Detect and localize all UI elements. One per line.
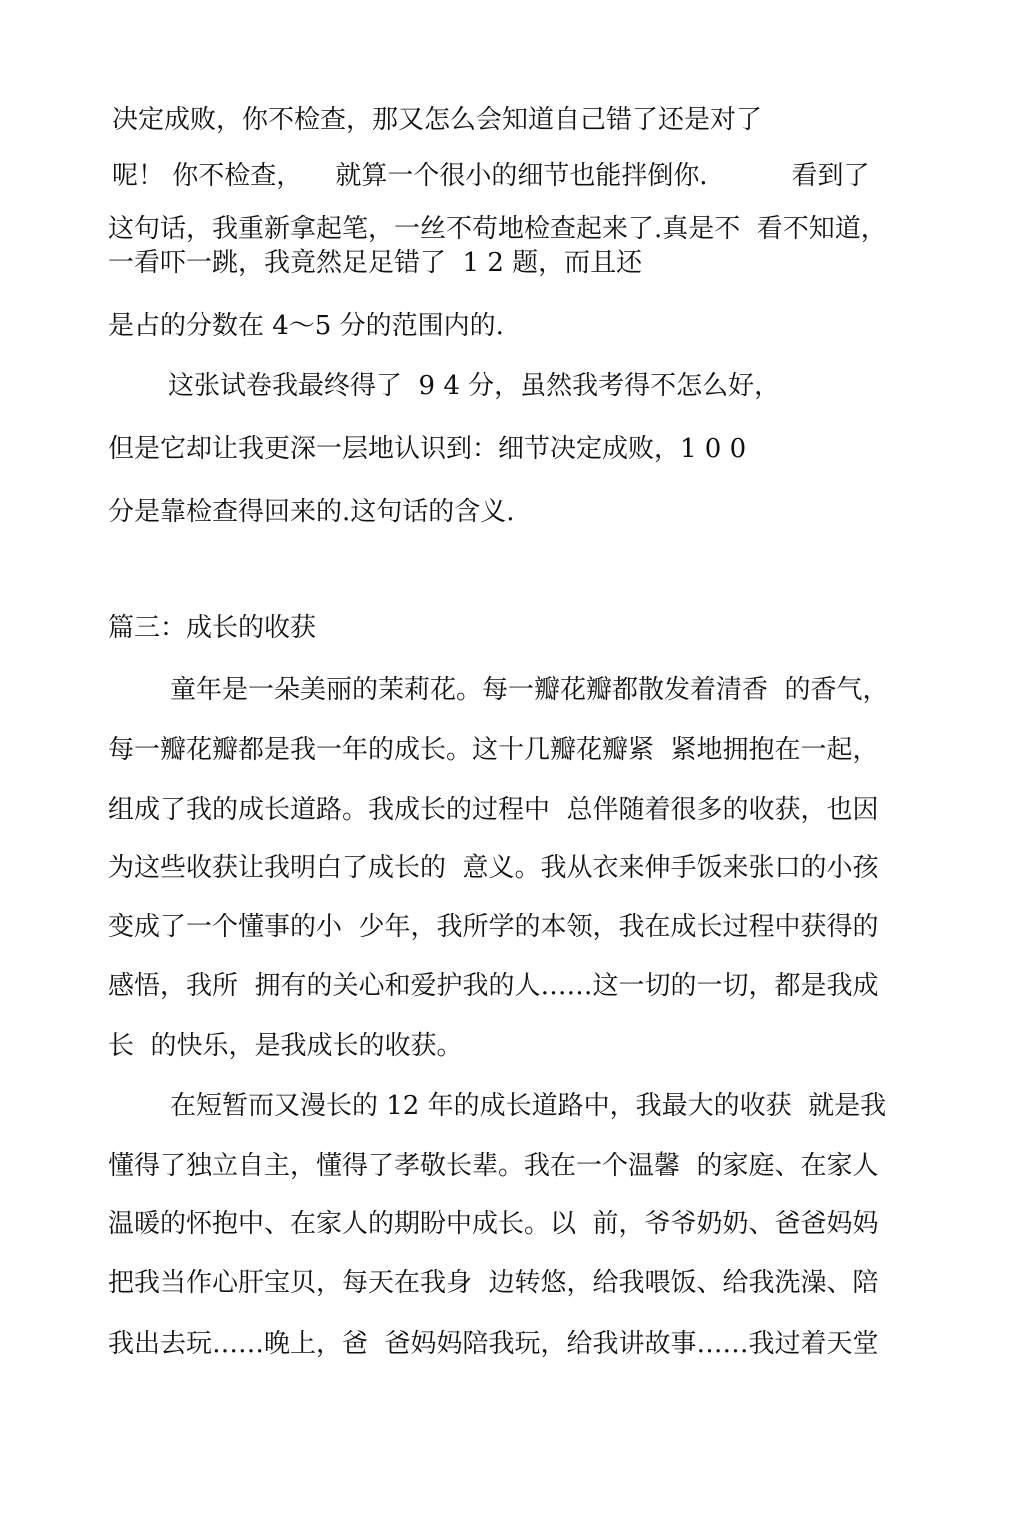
text-line: 温暖的怀抱中、在家人的期盼中成长。以 前，爷爷奶奶、爸爸妈妈 <box>108 1209 879 1239</box>
text-line: 一看吓一跳，我竟然足足错了 1 2 题，而且还 <box>108 248 643 278</box>
text-line: 决定成败，你不检查，那又怎么会知道自己错了还是对了 <box>112 105 763 135</box>
text-line: 每一瓣花瓣都是我一年的成长。这十几瓣花瓣紧 紧地拥抱在一起， <box>108 735 879 765</box>
text-line: 是占的分数在 4～5 分的范围内的. <box>108 311 504 341</box>
text-line: 懂得了独立自主，懂得了孝敬长辈。我在一个温馨 的家庭、在家人 <box>108 1151 879 1181</box>
text-line: 变成了一个懂事的小 少年，我所学的本领，我在成长过程中获得的 <box>108 912 879 942</box>
text-line: 呢！ 你不检查， 就算一个很小的细节也能拌倒你． 看到了 <box>112 161 870 191</box>
text-line: 在短暂而又漫长的 12 年的成长道路中，我最大的收获 就是我 <box>170 1091 887 1121</box>
text-line: 我出去玩……晚上，爸 爸妈妈陪我玩，给我讲故事……我过着天堂 <box>108 1329 879 1359</box>
text-line: 长 的快乐，是我成长的收获。 <box>108 1031 463 1061</box>
section-title: 篇三：成长的收获 <box>108 613 317 643</box>
text-line: 但是它却让我更深一层地认识到：细节决定成败，1 0 0 <box>108 434 747 464</box>
text-line: 这张试卷我最终得了 9 4 分，虽然我考得不怎么好， <box>168 371 781 401</box>
text-line: 童年是一朵美丽的茉莉花。每一瓣花瓣都散发着清香 的香气， <box>170 675 889 705</box>
text-line: 这句话，我重新拿起笔，一丝不苟地检查起来了.真是不 看不知道， <box>108 214 887 244</box>
text-line: 为这些收获让我明白了成长的 意义。我从衣来伸手饭来张口的小孩 <box>108 853 879 883</box>
text-line: 分是靠检查得回来的.这句话的含义. <box>108 497 515 527</box>
text-line: 把我当作心肝宝贝，每天在我身 边转悠，给我喂饭、给我洗澡、陪 <box>108 1268 879 1298</box>
text-line: 感悟，我所 拥有的关心和爱护我的人……这一切的一切，都是我成 <box>108 971 879 1001</box>
text-line: 组成了我的成长道路。我成长的过程中 总伴随着很多的收获，也因 <box>108 795 879 825</box>
